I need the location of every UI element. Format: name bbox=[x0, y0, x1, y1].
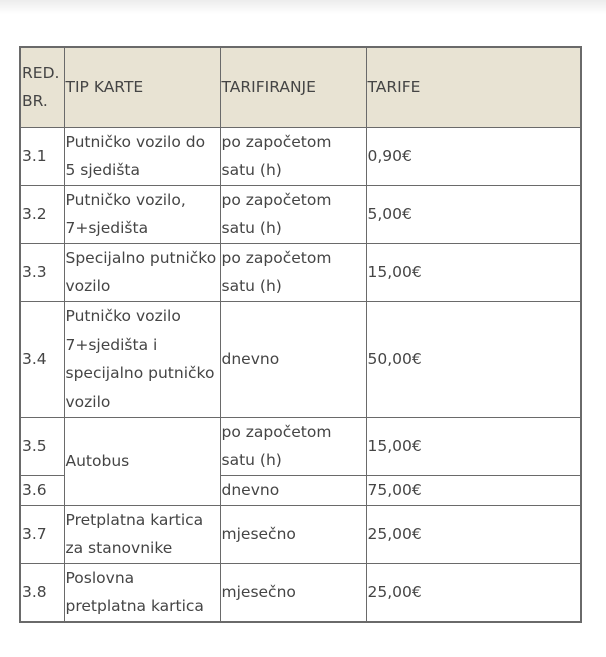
header-tip-karte: TIP KARTE bbox=[64, 47, 220, 127]
tariff-value: 25,00€ bbox=[366, 505, 581, 563]
billing-method: dnevno bbox=[220, 301, 366, 417]
tariff-value: 50,00€ bbox=[366, 301, 581, 417]
header-red-br: RED. BR. bbox=[20, 47, 64, 127]
row-number: 3.7 bbox=[20, 505, 64, 563]
header-tarife: TARIFE bbox=[366, 47, 581, 127]
billing-method: po započetom satu (h) bbox=[220, 185, 366, 243]
tariff-value: 25,00€ bbox=[366, 563, 581, 622]
row-number: 3.4 bbox=[20, 301, 64, 417]
row-number: 3.5 bbox=[20, 417, 64, 475]
table-row bbox=[20, 301, 581, 417]
billing-method: mjesečno bbox=[220, 505, 366, 563]
row-number: 3.3 bbox=[20, 243, 64, 301]
table-row bbox=[20, 185, 581, 243]
tariff-value: 15,00€ bbox=[366, 243, 581, 301]
row-number: 3.2 bbox=[20, 185, 64, 243]
ticket-type: Putničko vozilo 7+sjedišta i specijalno putničko vozilo bbox=[64, 301, 220, 417]
ticket-type: Autobus bbox=[64, 417, 220, 505]
table-row bbox=[20, 417, 581, 475]
row-number: 3.8 bbox=[20, 563, 64, 622]
tariff-value: 75,00€ bbox=[366, 475, 581, 505]
billing-method: dnevno bbox=[220, 475, 366, 505]
table-row bbox=[20, 505, 581, 563]
ticket-type: Putničko vozilo, 7+sjedišta bbox=[64, 185, 220, 243]
billing-method: po započetom satu (h) bbox=[220, 127, 366, 185]
billing-method: po započetom satu (h) bbox=[220, 243, 366, 301]
ticket-type: Pretplatna kartica za stanovnike bbox=[64, 505, 220, 563]
header-tarifiranje: TARIFIRANJE bbox=[220, 47, 366, 127]
tariff-value: 0,90€ bbox=[366, 127, 581, 185]
top-shadow bbox=[0, 0, 606, 14]
ticket-type: Specijalno putničko vozilo bbox=[64, 243, 220, 301]
row-number: 3.1 bbox=[20, 127, 64, 185]
table-header-row bbox=[20, 47, 581, 127]
row-number: 3.6 bbox=[20, 475, 64, 505]
billing-method: po započetom satu (h) bbox=[220, 417, 366, 475]
table-row bbox=[20, 563, 581, 622]
table-row bbox=[20, 127, 581, 185]
tariff-table bbox=[19, 46, 582, 623]
table-row bbox=[20, 243, 581, 301]
tariff-value: 15,00€ bbox=[366, 417, 581, 475]
ticket-type: Putničko vozilo do 5 sjedišta bbox=[64, 127, 220, 185]
tariff-value: 5,00€ bbox=[366, 185, 581, 243]
billing-method: mjesečno bbox=[220, 563, 366, 622]
ticket-type: Poslovna pretplatna kartica bbox=[64, 563, 220, 622]
